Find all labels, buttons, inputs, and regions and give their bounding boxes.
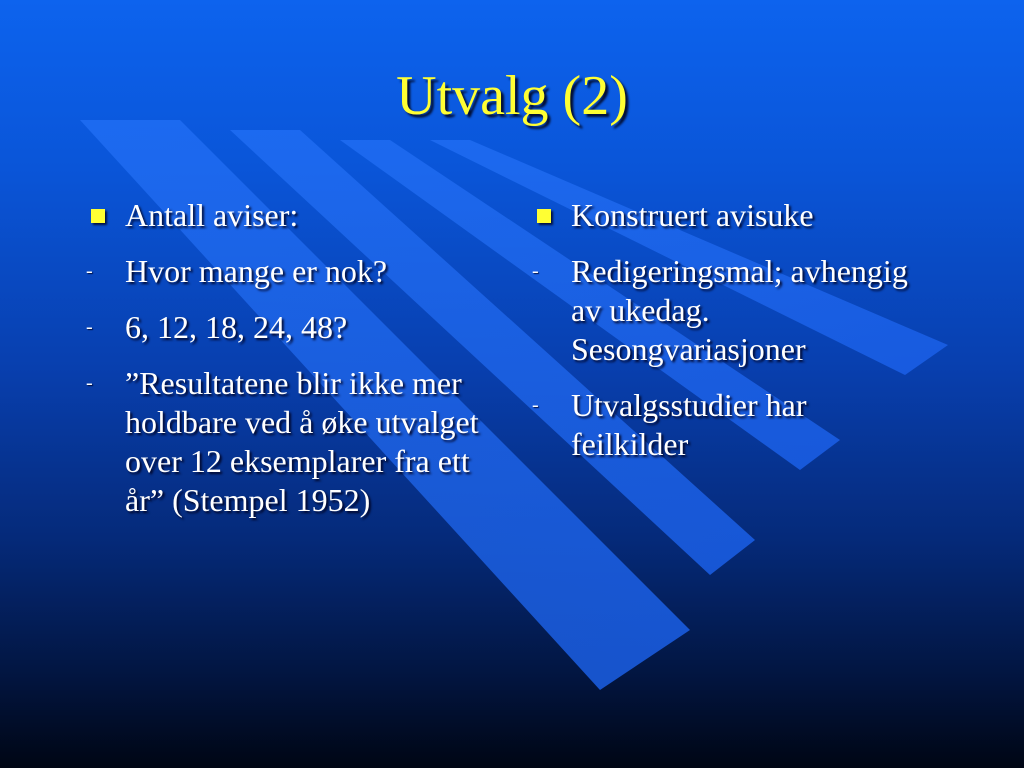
list-item xyxy=(530,196,930,235)
list-item xyxy=(84,364,504,520)
list-item-text: Antall aviser: xyxy=(125,197,299,233)
right-bullet-list xyxy=(530,196,930,481)
list-item xyxy=(530,386,930,464)
list-item xyxy=(84,252,504,291)
list-item-text: 6, 12, 18, 24, 48? xyxy=(125,309,348,345)
dash-bullet-icon: - xyxy=(86,372,93,394)
dash-bullet-icon: - xyxy=(532,260,539,282)
list-item xyxy=(84,308,504,347)
list-item-text: Redigeringsmal; avhengig av ukedag. Sesongvariasjoner xyxy=(571,253,908,367)
dash-bullet-icon: - xyxy=(86,316,93,338)
list-item-text: Konstruert avisuke xyxy=(571,197,814,233)
dash-bullet-icon: - xyxy=(86,260,93,282)
list-item-text: Utvalgsstudier har feilkilder xyxy=(571,387,807,462)
list-item xyxy=(84,196,504,235)
slide-title: Utvalg (2) xyxy=(396,65,628,127)
left-bullet-list xyxy=(84,196,504,537)
dash-bullet-icon: - xyxy=(532,394,539,416)
list-item-text: ”Resultatene blir ikke mer holdbare ved å øke utvalget over 12 eksemplarer fra ett år” (Stempel 1952) xyxy=(125,365,479,518)
list-item-text: Hvor mange er nok? xyxy=(125,253,388,289)
list-item xyxy=(530,252,930,369)
